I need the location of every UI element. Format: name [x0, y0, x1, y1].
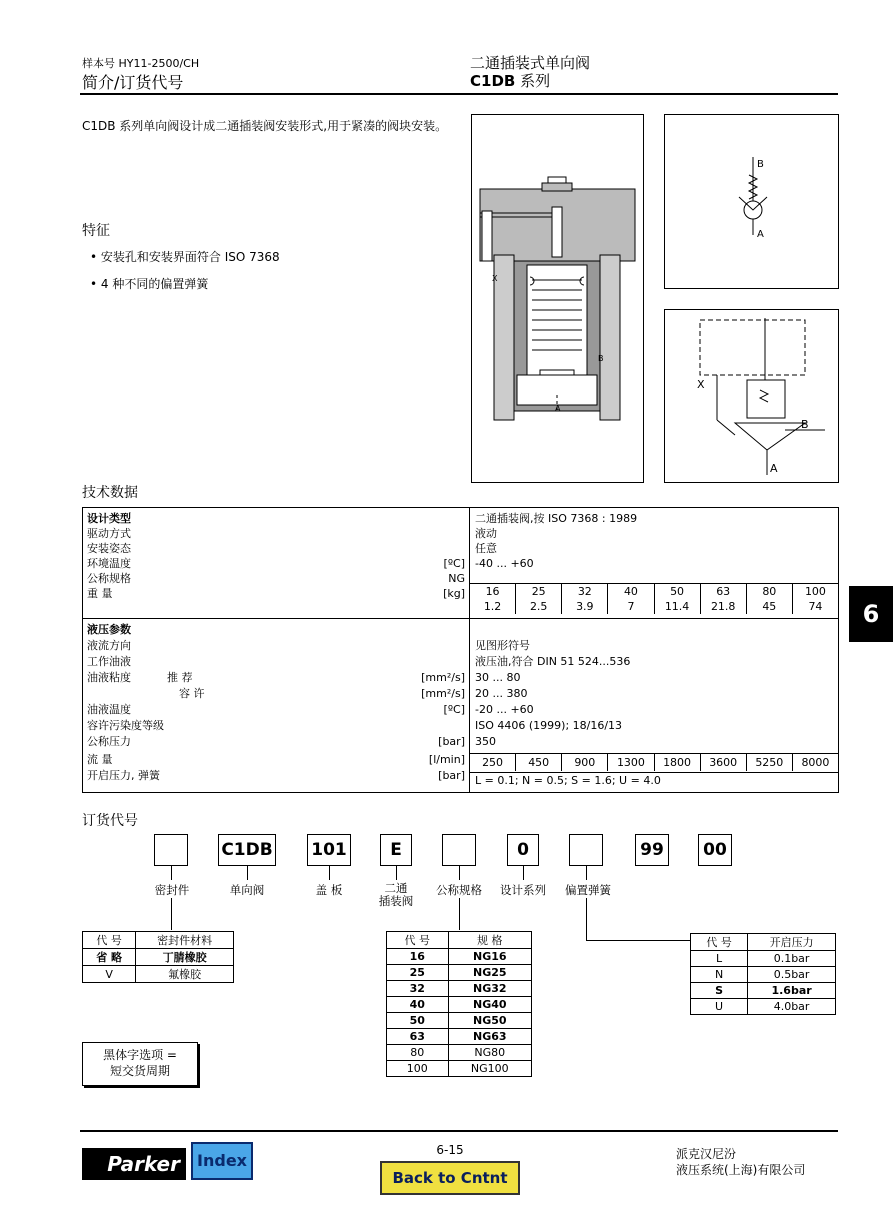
parker-logo: Parker	[82, 1148, 186, 1180]
row-value: 任意	[475, 542, 497, 555]
weight-cell: 1.2	[483, 600, 502, 613]
seal-header-material: 密封件材料	[136, 932, 234, 949]
code-box-size	[442, 834, 476, 866]
connector	[247, 866, 248, 880]
weight-cell: 2.5	[515, 599, 561, 614]
ng-cell: 80	[746, 584, 792, 599]
size-spec: NG50	[448, 1013, 531, 1029]
row-unit: [bar]	[438, 735, 465, 748]
ng-cell: 63	[700, 584, 746, 599]
crack-value: L = 0.1; N = 0.5; S = 1.6; U = 4.0	[475, 774, 661, 787]
flow-cell: 1800	[654, 754, 700, 771]
ng-cell: 16	[485, 585, 500, 598]
feature-item: • 安装孔和安装界面符合 ISO 7368	[90, 250, 280, 264]
label-size: 公称规格	[436, 883, 482, 897]
footer-rule	[80, 1130, 838, 1132]
connector	[171, 866, 172, 880]
row-label: 公称规格	[87, 572, 131, 585]
row-label: 公称压力	[87, 735, 131, 748]
weight-cell: 21.8	[700, 599, 746, 614]
tech-labels-hydraulic	[87, 622, 465, 784]
ng-row	[470, 584, 838, 599]
feature-text: 安装孔和安装界面符合 ISO 7368	[100, 250, 280, 264]
spring-table	[690, 933, 836, 1015]
code-box-cartridge: E	[380, 834, 412, 866]
company-name-1: 派克汉尼汾	[676, 1147, 737, 1161]
size-code: 80	[387, 1045, 449, 1061]
circuit-frame	[664, 309, 839, 483]
viscosity-rec: 推 荐	[167, 671, 193, 684]
flow-cell: 450	[515, 754, 561, 771]
row-label: 重 量	[87, 587, 113, 600]
flow-cell: 1300	[607, 754, 653, 771]
size-table	[386, 931, 532, 1077]
spring-header-code: 代 号	[691, 934, 748, 951]
chapter-tab[interactable]: 6	[849, 586, 893, 642]
code-box-design: 0	[507, 834, 539, 866]
row-label: 驱动方式	[87, 527, 131, 540]
row-value: 液压油,符合 DIN 51 524...536	[475, 655, 631, 668]
size-code: 40	[387, 997, 449, 1013]
row-value: ISO 4406 (1999); 18/16/13	[475, 719, 623, 732]
features-title: 特征	[82, 223, 110, 239]
tech-values-general	[475, 511, 837, 571]
spring-pressure: 0.5bar	[748, 967, 836, 983]
spring-pressure: 1.6bar	[748, 983, 836, 999]
ng-cell: 40	[607, 584, 653, 599]
code-box-check: C1DB	[218, 834, 276, 866]
intro-text: C1DB 系列单向阀设计成二通插装阀安装形式,用于紧凑的阀块安装。	[82, 119, 448, 133]
row-value: -40 ... +60	[475, 557, 534, 570]
size-code: 25	[387, 965, 449, 981]
row-value: 350	[475, 735, 496, 748]
tech-labels-general	[87, 511, 465, 601]
connector	[586, 866, 587, 880]
group-divider	[83, 618, 838, 619]
flow-row	[470, 754, 838, 771]
hydraulic-title: 液压参数	[87, 623, 131, 636]
weight-cell: 7	[607, 599, 653, 614]
spring-header-pressure: 开启压力	[748, 934, 836, 951]
section-label-x: X	[492, 274, 498, 283]
check-symbol-frame	[664, 114, 839, 289]
series-title	[470, 70, 550, 91]
seal-code: V	[83, 966, 136, 983]
label-check: 单向阀	[229, 883, 265, 897]
code-box-99: 99	[635, 834, 669, 866]
seal-material: 氟橡胶	[136, 966, 234, 983]
row-label: 油液温度	[87, 703, 131, 716]
general-title: 设计类型	[87, 512, 131, 525]
seal-header-code: 代 号	[83, 932, 136, 949]
connector-horizontal	[586, 940, 690, 941]
label-cartridge-1: 二通	[384, 881, 408, 895]
catalog-number: 样本号 HY11-2500/CH	[82, 57, 200, 70]
connector	[523, 866, 524, 880]
size-spec: NG16	[448, 949, 531, 965]
section-drawing-frame	[471, 114, 644, 483]
ng-weight-grid	[470, 583, 838, 616]
spring-code: N	[691, 967, 748, 983]
note-box	[82, 1042, 198, 1086]
label-design: 设计系列	[500, 883, 546, 897]
size-spec: NG63	[448, 1029, 531, 1045]
connector	[329, 866, 330, 880]
connector	[396, 866, 397, 880]
connector	[171, 898, 172, 930]
size-code: 50	[387, 1013, 449, 1029]
flow-cell: 900	[561, 754, 607, 771]
weight-cell: 45	[746, 599, 792, 614]
row-unit: [mm²/s]	[421, 671, 465, 684]
note-line-1: 黑体字选项 =	[103, 1048, 177, 1062]
code-box-seal	[154, 834, 188, 866]
weight-cell: 3.9	[561, 599, 607, 614]
spring-code: L	[691, 951, 748, 967]
code-box-spring	[569, 834, 603, 866]
section-label-a: A	[555, 404, 561, 413]
code-box-00: 00	[698, 834, 732, 866]
row-unit: NG	[448, 572, 465, 585]
header-rule	[80, 93, 838, 95]
row-value: 20 ... 380	[475, 687, 528, 700]
row-unit: [kg]	[443, 587, 465, 600]
general-value: 二通插装阀,按 ISO 7368 : 1989	[475, 512, 638, 525]
row-label: 液流方向	[87, 639, 131, 652]
size-spec: NG40	[448, 997, 531, 1013]
row-value: 液动	[475, 527, 497, 540]
column-divider	[469, 508, 470, 792]
row-label: 安装姿态	[87, 542, 131, 555]
row-unit: [mm²/s]	[421, 687, 465, 700]
size-spec: NG32	[448, 981, 531, 997]
ng-cell: 100	[792, 584, 838, 599]
row-unit: [ºC]	[443, 703, 465, 716]
spring-code: S	[691, 983, 748, 999]
size-spec: NG25	[448, 965, 531, 981]
weight-row	[470, 599, 838, 614]
size-header-code: 代 号	[387, 932, 449, 949]
row-label: 流 量	[87, 753, 113, 766]
weight-cell: 11.4	[654, 599, 700, 614]
size-spec: NG100	[448, 1061, 531, 1077]
flow-cell: 5250	[746, 754, 792, 771]
seal-material: 丁腈橡胶	[136, 949, 234, 966]
feature-text: 4 种不同的偏置弹簧	[100, 277, 209, 291]
size-code: 32	[387, 981, 449, 997]
section-label-b: B	[598, 354, 604, 363]
index-button[interactable]: Index	[191, 1142, 253, 1180]
ng-cell: 50	[654, 584, 700, 599]
weight-cell: 74	[792, 599, 838, 614]
circuit-symbol	[665, 310, 838, 482]
flow-cell: 3600	[700, 754, 746, 771]
size-header-spec: 规 格	[448, 932, 531, 949]
section-title: 简介/订货代号	[82, 73, 184, 92]
feature-item: • 4 种不同的偏置弹簧	[90, 277, 209, 291]
row-label: 工作油液	[87, 655, 131, 668]
check-valve-symbol	[665, 115, 838, 288]
symbol-label-b: B	[757, 159, 764, 170]
circuit-label-a: A	[770, 462, 778, 475]
viscosity-perm: 容 许	[179, 687, 205, 700]
row-value: 见图形符号	[475, 639, 530, 652]
valve-section-drawing	[472, 115, 643, 482]
symbol-label-a: A	[757, 229, 764, 240]
seal-table	[82, 931, 234, 983]
spring-pressure: 0.1bar	[748, 951, 836, 967]
label-cartridge-2: 插装阀	[378, 894, 414, 908]
row-value: 30 ... 80	[475, 671, 521, 684]
tech-table	[82, 507, 839, 793]
series-suffix: 系列	[520, 72, 551, 90]
size-code: 100	[387, 1061, 449, 1077]
circuit-label-x: X	[697, 378, 705, 391]
size-code: 63	[387, 1029, 449, 1045]
connector	[586, 898, 587, 940]
seal-code: 省 略	[83, 949, 136, 966]
row-label: 油液粘度	[87, 671, 131, 684]
circuit-label-b: B	[801, 418, 809, 431]
tech-values-hydraulic	[475, 638, 837, 750]
size-code: 16	[387, 949, 449, 965]
series-code: C1DB	[470, 72, 516, 90]
row-label: 容许污染度等级	[87, 719, 164, 732]
label-cover: 盖 板	[315, 883, 343, 897]
back-to-contents-button[interactable]: Back to Cntnt	[380, 1161, 520, 1195]
label-seal: 密封件	[154, 883, 190, 897]
flow-cell: 8000	[792, 754, 838, 771]
row-label: 环境温度	[87, 557, 131, 570]
row-label: 开启压力, 弹簧	[87, 769, 160, 782]
code-box-cover: 101	[307, 834, 351, 866]
row-unit: [bar]	[438, 769, 465, 782]
label-spring: 偏置弹簧	[565, 883, 611, 897]
page-number: 6-15	[436, 1143, 464, 1157]
company-name-2: 液压系统(上海)有限公司	[676, 1163, 806, 1177]
connector	[459, 898, 460, 930]
row-value: -20 ... +60	[475, 703, 534, 716]
row-unit: [l/min]	[428, 753, 465, 766]
tech-title: 技术数据	[82, 485, 138, 501]
label-cartridge	[369, 882, 423, 908]
size-spec: NG80	[448, 1045, 531, 1061]
flow-grid	[470, 753, 838, 773]
product-title: 二通插装式单向阀	[470, 54, 591, 72]
ng-cell: 25	[515, 584, 561, 599]
spring-pressure: 4.0bar	[748, 999, 836, 1015]
row-unit: [ºC]	[443, 557, 465, 570]
ng-cell: 32	[561, 584, 607, 599]
note-line-2: 短交货周期	[109, 1064, 170, 1078]
flow-cell: 250	[482, 756, 504, 769]
connector	[459, 866, 460, 880]
order-title: 订货代号	[82, 813, 138, 829]
spring-code: U	[691, 999, 748, 1015]
